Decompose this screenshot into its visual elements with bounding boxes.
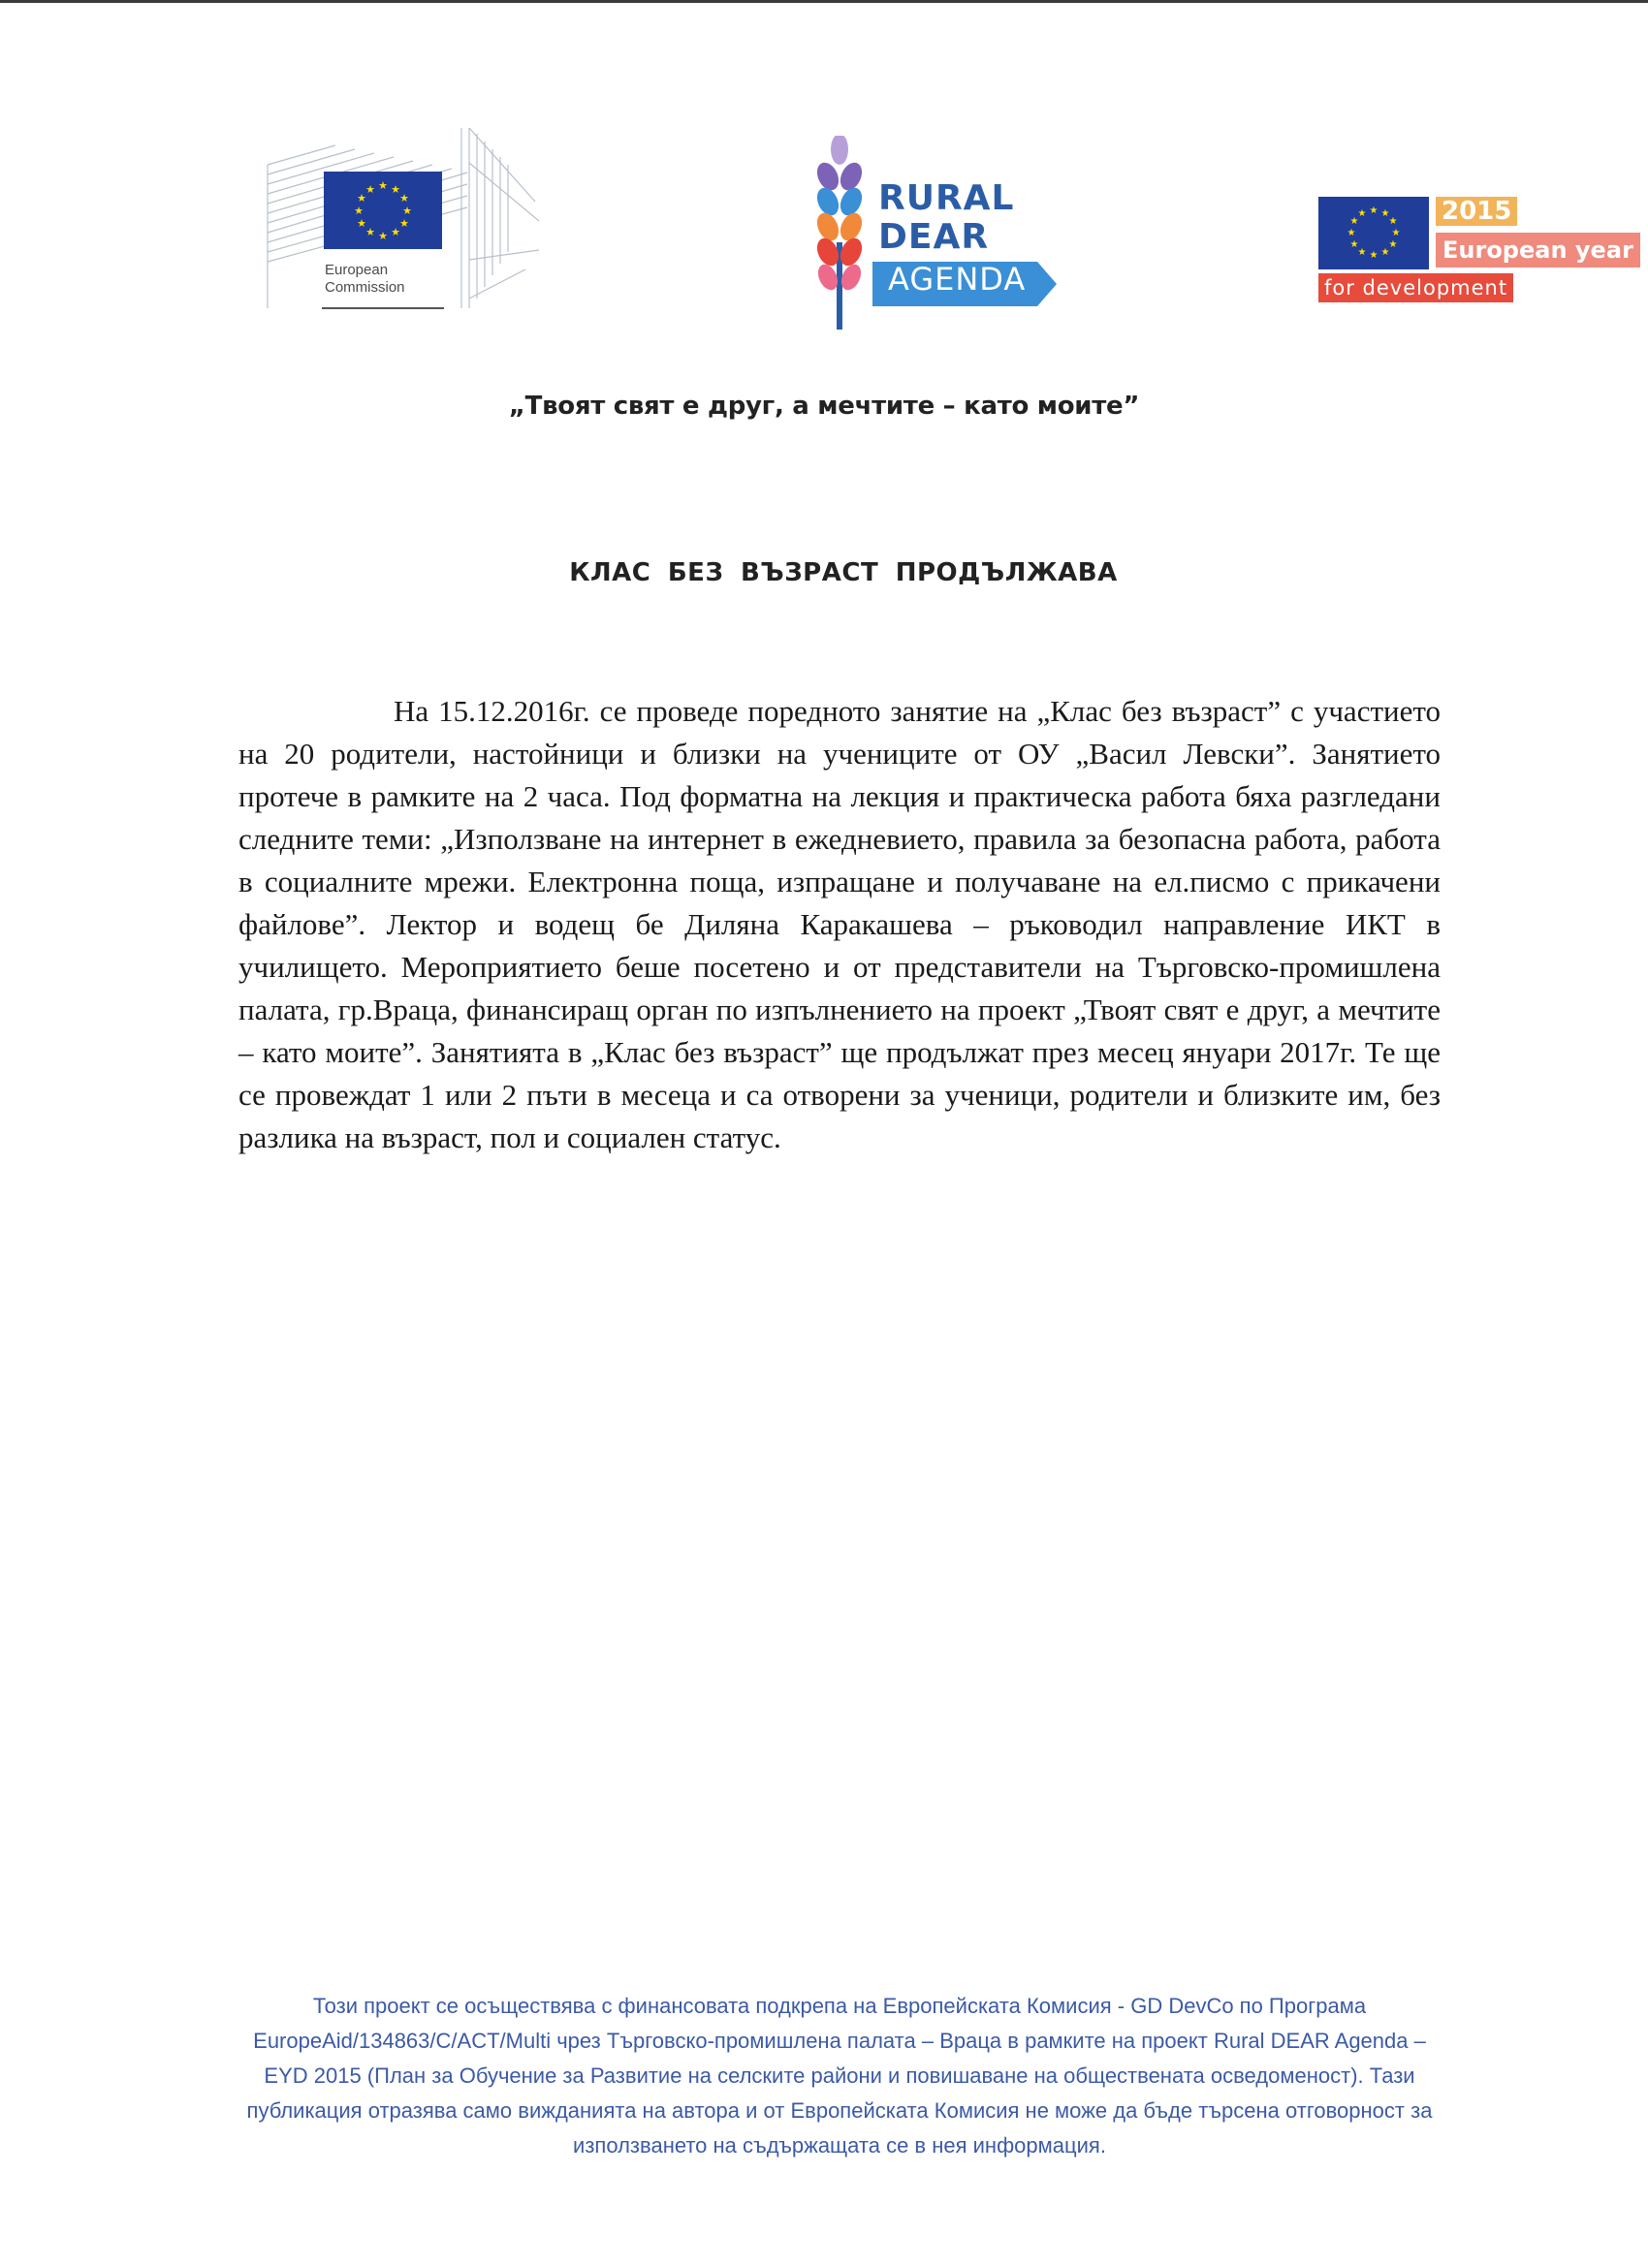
svg-text:★: ★ [1369,205,1379,216]
body-paragraph: На 15.12.2016г. се проведе поредното занятие на „Клас без възраст” с участието на 20 родители, настойници и близки на учениците от ОУ „Васил Левски”. Занятието протече в рамките на 2 часа. Под форматна на лекция и практическа работа бяха разгледани следните теми: „Използване на интернет в ежедневието, правила за безопасна работа, работа в социалните мрежи. Електронна поща, изпращане и получаване на ел.писмо с прикачени файлове”. Лектор и водещ бе Диляна Каракашева – ръководил направление ИКТ в училището. Мероприятието беше посетено и от представители на Търговско-промишлена палата, гр.Враца, финансиращ орган по изпълнението на проект „Твоят свят е друг, а мечтите – като моите”. Занятията в „Клас без възраст” ще продължат през месец януари 2017г. Те ще се провеждат 1 или 2 пъти в месеца и са отворени за ученици, родители и близките им, без разлика на възраст, пол и социален статус. [238,694,1441,1154]
svg-text:★: ★ [378,179,388,192]
svg-text:★: ★ [399,217,409,230]
svg-text:★: ★ [365,226,375,238]
svg-text:★: ★ [399,192,409,205]
svg-text:★: ★ [391,226,400,238]
svg-text:★: ★ [402,205,412,217]
svg-text:★: ★ [354,205,364,217]
rda-word-dear: DEAR [878,217,990,257]
eyd-year-label: 2015 [1436,197,1517,226]
svg-text:★: ★ [1347,228,1356,238]
page-top-border [0,0,1648,3]
funding-disclaimer: Този проект се осъществява с финансовата подкрепа на Европейската Комисия - GD DevCo по Програма EuropeAid/134863/C/ACT/Multi чрез Търговско-промишлена палата – Враца в рамките на проект Rural DEAR Agenda – EYD 2015 (План за Обучение за Развитие на селските райони и повишаване на обществената осведоменост). Тази публикация отразява само вижданията на автора и от Европейската Комисия не може да бъде търсена отговорност за използването на съдържащата се в нея информация. [246,1994,1433,2158]
project-slogan: „Твоят свят е друг, а мечтите – като моите” [508,392,1140,421]
svg-text:★: ★ [1369,250,1379,261]
ec-wordmark-line2: Commission [325,279,405,296]
svg-text:★: ★ [1349,239,1359,250]
svg-text:★: ★ [378,230,388,242]
european-year-for-development-logo [1318,194,1633,305]
document-title: КЛАС БЕЗ ВЪЗРАСТ ПРОДЪЛЖАВА [569,558,1118,587]
rda-word-rural: RURAL [878,178,1015,218]
svg-text:★: ★ [1388,216,1398,227]
svg-text:★: ★ [365,183,375,196]
svg-text:★: ★ [1357,208,1367,219]
svg-text:★: ★ [357,217,366,230]
eyd-eu-flag [1318,197,1429,269]
ec-wordmark [325,262,405,297]
svg-text:★: ★ [1388,239,1398,250]
eyd-name-label: European year [1436,233,1640,268]
svg-text:★: ★ [1380,247,1390,258]
svg-text:★: ★ [1380,208,1390,219]
rural-dear-agenda-logo [805,136,1057,330]
european-commission-logo [264,124,541,310]
rda-word-agenda: AGENDA [888,261,1027,298]
eyd-for-development-label: for development [1318,273,1513,302]
svg-text:★: ★ [1391,228,1401,238]
ec-wordmark-line1: European [325,262,389,278]
svg-text:★: ★ [391,183,400,196]
svg-text:★: ★ [357,192,366,205]
svg-text:★: ★ [1349,216,1359,227]
svg-text:★: ★ [1357,247,1367,258]
